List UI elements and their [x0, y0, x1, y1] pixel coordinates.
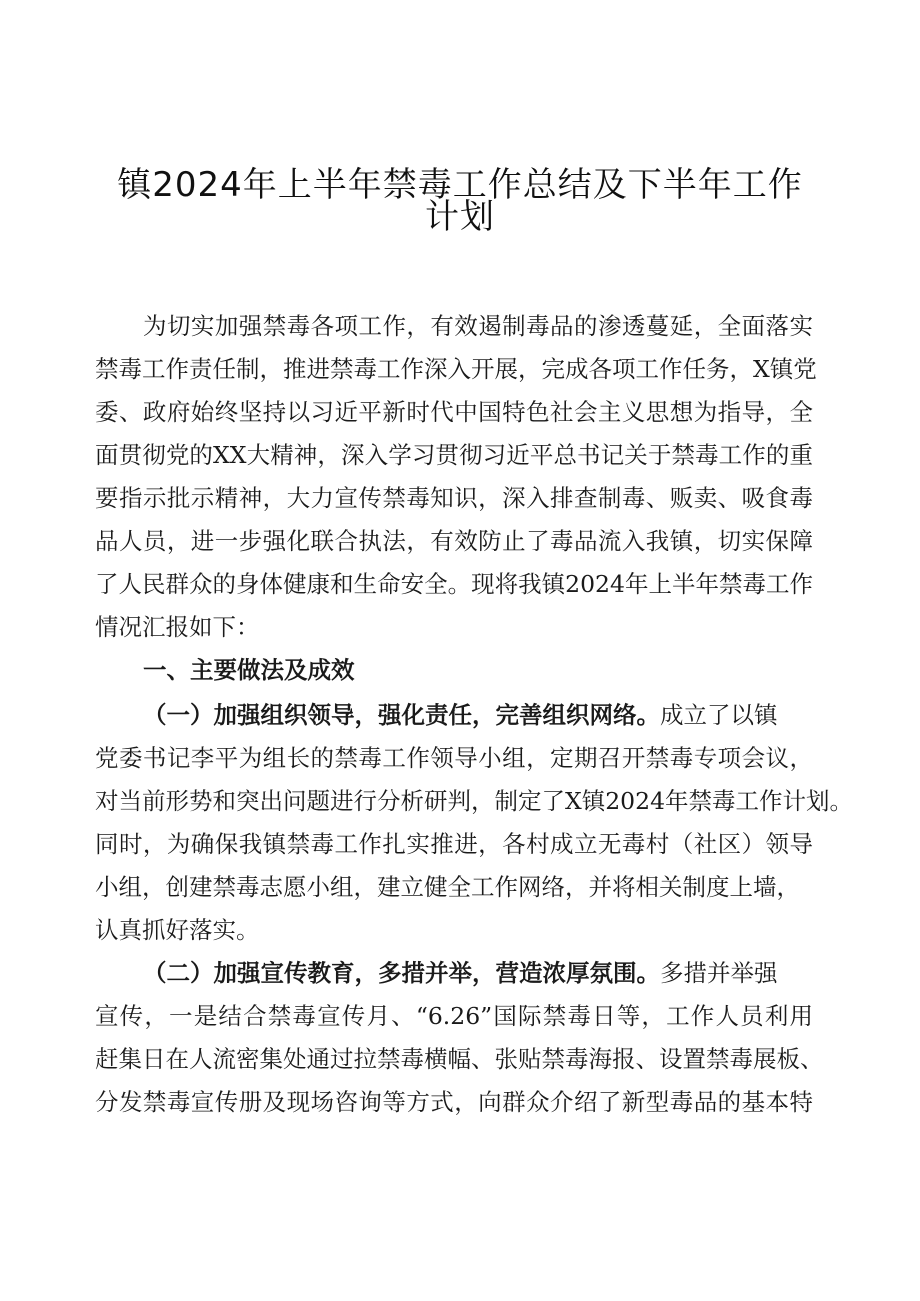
subsection-2-line: 宣传，一是结合禁毒宣传月、“6.26”国际禁毒日等，工作人员利用: [95, 1002, 813, 1030]
subsection-2-first-line: [143, 958, 778, 988]
intro-line: 要指示批示精神，大力宣传禁毒知识，深入排查制毒、贩卖、吸食毒: [95, 484, 813, 512]
subsection-1-line: 同时，为确保我镇禁毒工作扎实推进，各村成立无毒村（社区）领导: [95, 830, 813, 858]
section-heading: 一、主要做法及成效: [143, 656, 355, 684]
intro-line: 面贯彻党的XX大精神，深入学习贯彻习近平总书记关于禁毒工作的重: [95, 441, 813, 469]
subsection-2-heading: （二）加强宣传教育，多措并举，营造浓厚氛围。: [143, 959, 660, 987]
subsection-1-heading: （一）加强组织领导，强化责任，完善组织网络。: [143, 701, 660, 729]
intro-line: 了人民群众的身体健康和生命安全。现将我镇2024年上半年禁毒工作: [95, 570, 813, 598]
subsection-1-text: 成立了以镇: [660, 701, 778, 729]
subsection-1-line: 认真抓好落实。: [95, 916, 260, 944]
subsection-1-line: 对当前形势和突出问题进行分析研判，制定了X镇2024年禁毒工作计划。: [95, 787, 854, 815]
intro-line: 禁毒工作责任制，推进禁毒工作深入开展，完成各项工作任务，X镇党: [95, 355, 817, 383]
subsection-1-first-line: [143, 700, 778, 730]
intro-line: 品人员，进一步强化联合执法，有效防止了毒品流入我镇，切实保障: [95, 527, 813, 555]
subsection-1-line: 小组，创建禁毒志愿小组，建立健全工作网络，并将相关制度上墙，: [95, 873, 800, 901]
document-title-line-1: 镇2024年上半年禁毒工作总结及下半年工作: [117, 165, 803, 205]
subsection-2-line: 分发禁毒宣传册及现场咨询等方式，向群众介绍了新型毒品的基本特: [95, 1088, 813, 1116]
intro-line: 情况汇报如下：: [95, 613, 260, 641]
document-title-line-2: 计划: [425, 197, 495, 237]
subsection-2-text: 多措并举强: [660, 959, 778, 987]
intro-line: 为切实加强禁毒各项工作，有效遏制毒品的渗透蔓延，全面落实: [143, 312, 813, 340]
subsection-2-line: 赶集日在人流密集处通过拉禁毒横幅、张贴禁毒海报、设置禁毒展板、: [95, 1045, 824, 1073]
subsection-1-line: 党委书记李平为组长的禁毒工作领导小组，定期召开禁毒专项会议，: [95, 744, 813, 772]
intro-line: 委、政府始终坚持以习近平新时代中国特色社会主义思想为指导，全: [95, 398, 813, 426]
